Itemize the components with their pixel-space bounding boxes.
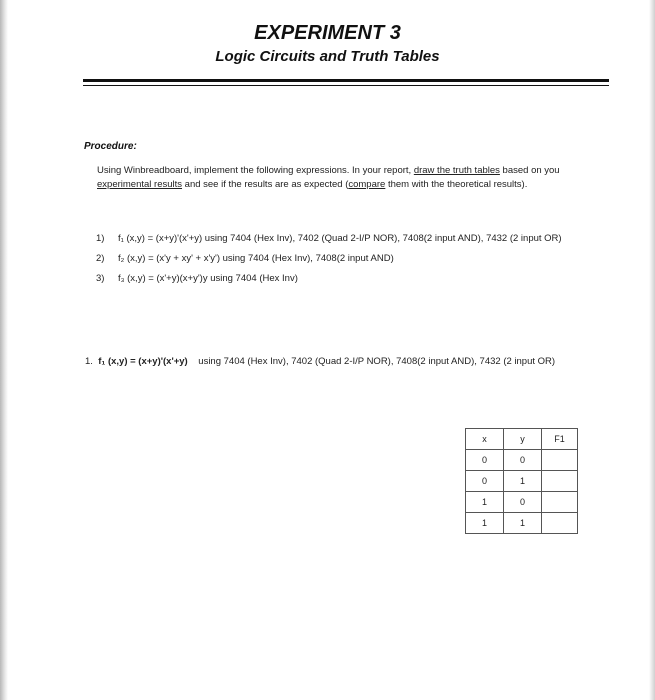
truth-table bbox=[465, 428, 578, 534]
header-x: x bbox=[466, 429, 504, 450]
question-1 bbox=[85, 355, 575, 368]
question-text: using 7404 (Hex Inv), 7402 (Quad 2-I/P NOR), 7408(2 input AND), 7432 (2 input OR) bbox=[198, 356, 556, 367]
header-f1: F1 bbox=[542, 429, 578, 450]
page-shadow-right bbox=[649, 0, 655, 700]
intro-text-2: based on you bbox=[499, 165, 560, 176]
intro-text-1: Using Winbreadboard, implement the following expressions. In your report, bbox=[97, 165, 414, 176]
cell-y: 1 bbox=[504, 471, 542, 492]
page-title: EXPERIMENT 3 bbox=[254, 22, 401, 44]
cell-x: 0 bbox=[466, 450, 504, 471]
cell-y: 1 bbox=[504, 513, 542, 534]
table-row bbox=[466, 471, 578, 492]
table-header-row bbox=[466, 429, 578, 450]
intro-underline-experimental-results: experimental results bbox=[97, 178, 183, 190]
expression-list bbox=[96, 232, 576, 292]
list-item bbox=[96, 252, 576, 265]
page-subtitle: Logic Circuits and Truth Tables bbox=[215, 48, 440, 65]
cell-y: 0 bbox=[504, 450, 542, 471]
cell-f1[interactable] bbox=[542, 492, 578, 513]
list-item-text: f₁ (x,y) = (x+y)'(x'+y) using 7404 (Hex Inv), 7402 (Quad 2-I/P NOR), 7408(2 input AND), 7432 (2 input OR) bbox=[118, 233, 562, 244]
table-row bbox=[466, 492, 578, 513]
intro-underline-truth-tables: draw the truth tables bbox=[413, 165, 500, 176]
list-item-number: 1) bbox=[96, 233, 105, 244]
intro-text-4: them with the theoretical results). bbox=[385, 178, 528, 190]
table-row bbox=[466, 450, 578, 471]
list-item bbox=[96, 272, 576, 285]
cell-f1[interactable] bbox=[542, 513, 578, 534]
cell-x: 1 bbox=[466, 492, 504, 513]
question-number: 1. bbox=[85, 356, 93, 367]
cell-f1[interactable] bbox=[542, 471, 578, 492]
procedure-heading: Procedure: bbox=[84, 141, 137, 152]
list-item-text: f₃ (x,y) = (x'+y)(x+y')y using 7404 (Hex Inv) bbox=[118, 273, 298, 284]
cell-f1[interactable] bbox=[542, 450, 578, 471]
cell-y: 0 bbox=[504, 492, 542, 513]
list-item-text: f₂ (x,y) = (x'y + xy' + x'y') using 7404 (Hex Inv), 7408(2 input AND) bbox=[118, 253, 394, 264]
page-shadow-left bbox=[0, 0, 8, 700]
intro-text-3: and see if the results are as expected ( bbox=[182, 178, 349, 190]
cell-x: 0 bbox=[466, 471, 504, 492]
table-row bbox=[466, 513, 578, 534]
list-item-number: 2) bbox=[96, 253, 105, 264]
title-rule-thick bbox=[83, 79, 609, 82]
title-rule-thin bbox=[83, 85, 609, 86]
list-item bbox=[96, 232, 576, 245]
cell-x: 1 bbox=[466, 513, 504, 534]
intro-underline-compare: compare bbox=[348, 178, 386, 190]
procedure-intro bbox=[97, 164, 577, 191]
list-item-number: 3) bbox=[96, 273, 105, 284]
question-function: f₁ (x,y) = (x+y)'(x'+y) bbox=[98, 356, 188, 367]
header-y: y bbox=[504, 429, 542, 450]
